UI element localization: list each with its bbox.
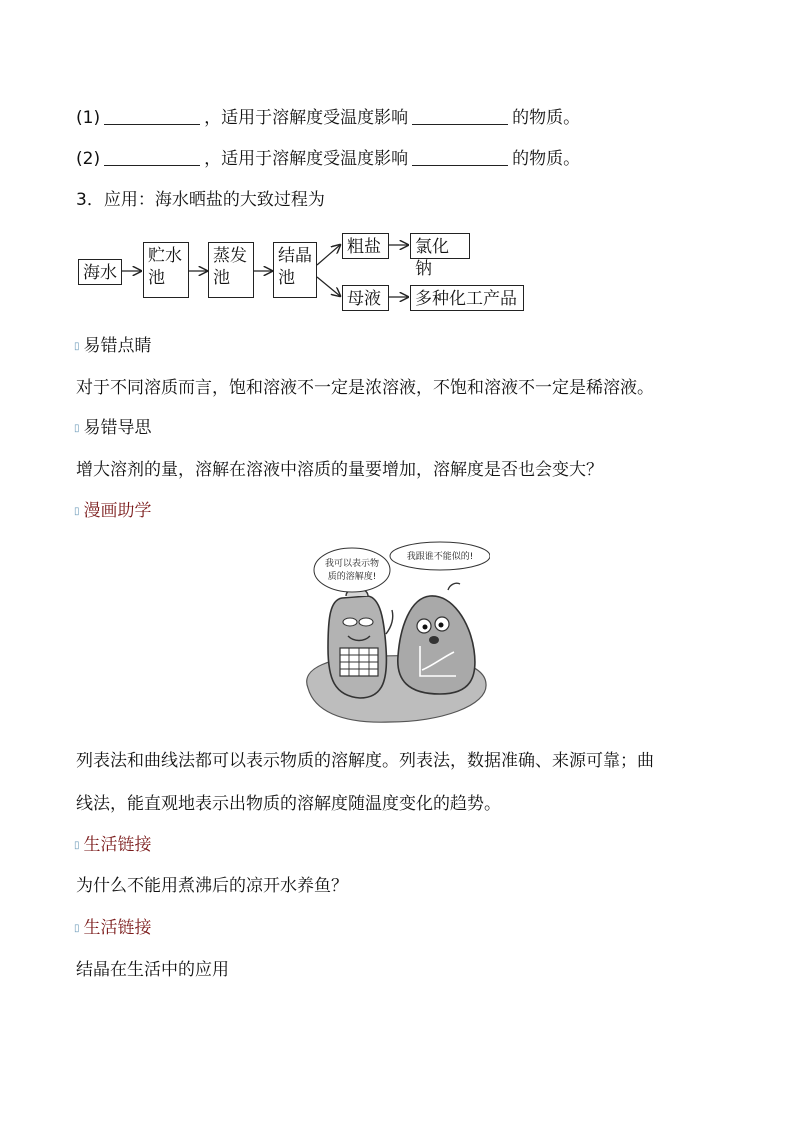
flow-label: 多种化工产品 (415, 289, 517, 309)
section-heading-error-thinking (74, 415, 152, 442)
application-heading: 3．应用：海水晒盐的大致过程为 (76, 190, 325, 210)
item-number: (2) (76, 149, 101, 169)
bookmark-icon: ▯ (74, 923, 80, 934)
section-heading-life-link-2 (74, 915, 152, 942)
section-title: 生活链接 (83, 918, 152, 938)
section-title: 生活链接 (83, 835, 152, 855)
flow-box-seawater (78, 259, 122, 285)
comic-illustration (300, 538, 490, 728)
bookmark-icon: ▯ (74, 423, 80, 434)
flow-label: 池 (213, 268, 230, 288)
bubble-text: 我跟谁不能似的! (406, 552, 474, 562)
section-heading-comic (74, 498, 152, 525)
flow-box-crude-salt (342, 233, 389, 259)
flow-label: 蒸发 (213, 246, 247, 266)
flow-box-crystallization-pond (273, 242, 317, 298)
flow-label: 海水 (83, 263, 117, 283)
bubble-text: 质的溶解度! (327, 572, 377, 582)
bookmark-icon: ▯ (74, 341, 80, 352)
section-heading-error-tips (74, 333, 152, 360)
item-text: 的物质。 (512, 108, 581, 128)
flow-label: 贮水 (148, 246, 182, 266)
comic-explanation-line-2: 线法，能直观地表示出物质的溶解度随温度变化的趋势。 (76, 794, 501, 814)
bookmark-icon: ▯ (74, 506, 80, 517)
flow-label: 池 (278, 268, 295, 288)
bubble-text: 我可以表示物 (324, 559, 380, 569)
flow-box-mother-liquor (342, 285, 389, 311)
comic-explanation-line-1: 列表法和曲线法都可以表示物质的溶解度。列表法，数据准确、来源可靠；曲 (76, 751, 654, 771)
section-body: 对于不同溶质而言，饱和溶液不一定是浓溶液，不饱和溶液不一定是稀溶液。 (76, 378, 654, 398)
bookmark-icon: ▯ (74, 840, 80, 851)
flow-label: 池 (148, 268, 165, 288)
section-body: 结晶在生活中的应用 (76, 960, 229, 980)
section-title: 漫画助学 (83, 501, 152, 521)
section-body: 为什么不能用煮沸后的凉开水养鱼？ (76, 876, 348, 896)
flow-box-chemical-products (410, 285, 524, 311)
flow-label: 结晶 (278, 246, 312, 266)
flow-box-storage-pond (143, 242, 189, 298)
item-number: (1) (76, 108, 101, 128)
flow-box-evaporation-pond (208, 242, 254, 298)
flow-label: 氯化钠 (415, 237, 449, 279)
flow-box-sodium-chloride (410, 233, 470, 279)
section-title: 易错点睛 (83, 336, 152, 356)
flow-label: 粗盐 (347, 237, 381, 257)
item-text: 的物质。 (512, 149, 581, 169)
section-title: 易错导思 (83, 418, 152, 438)
item-text: ，适用于溶解度受温度影响 (204, 149, 409, 169)
flow-label: 母液 (347, 289, 381, 309)
item-text: ，适用于溶解度受温度影响 (204, 108, 409, 128)
section-body: 增大溶剂的量，溶解在溶液中溶质的量要增加，溶解度是否也会变大？ (76, 460, 603, 480)
section-heading-life-link (74, 832, 152, 859)
